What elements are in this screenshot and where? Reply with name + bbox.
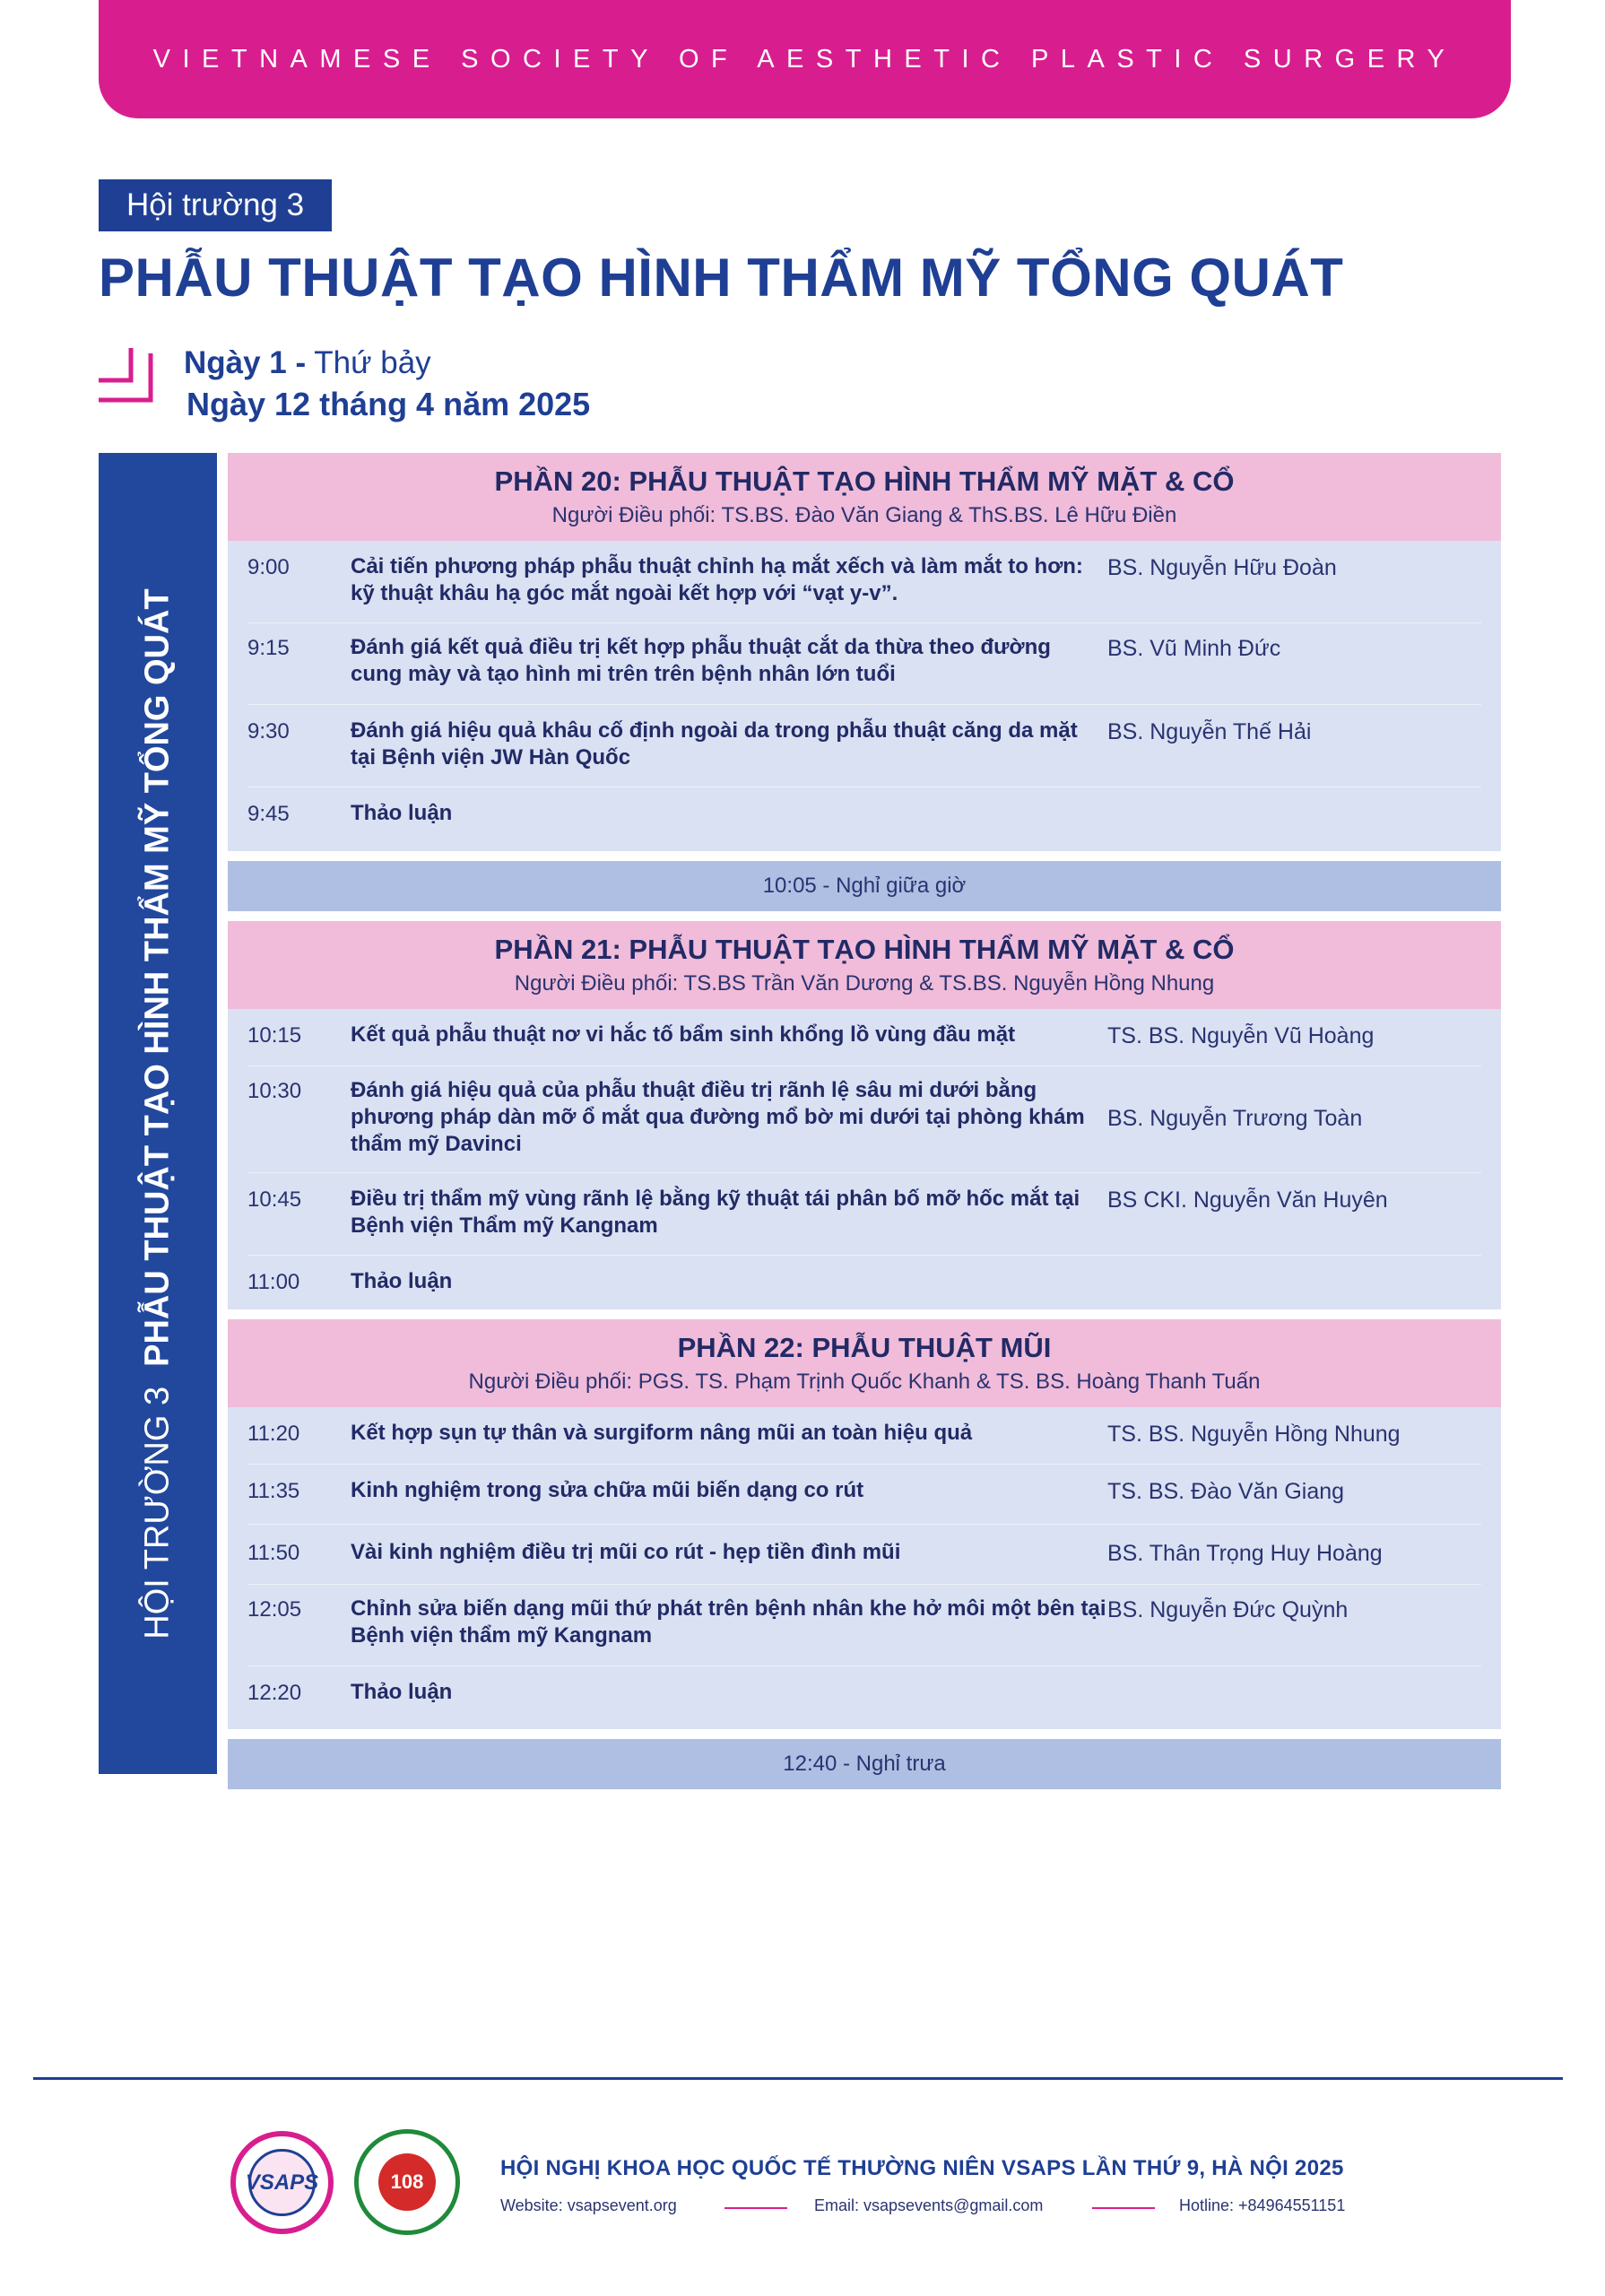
session-header (228, 921, 1501, 1009)
vsaps-logo-center (245, 2149, 319, 2216)
talk-row (247, 1407, 1481, 1465)
hospital-108-logo-center (378, 2153, 436, 2211)
talk-time: 9:30 (247, 719, 290, 744)
hall-label: Hội trường 3 (99, 179, 332, 231)
talk-time: 10:15 (247, 1023, 302, 1048)
session-title: PHẦN 22: PHẪU THUẬT MŨI (677, 1332, 1052, 1363)
talk-row (247, 1585, 1481, 1666)
session-moderators: Người Điều phối: TS.BS Trần Văn Dương & TS.BS. Nguyễn Hồng Nhung (514, 971, 1215, 996)
talk-row (247, 541, 1481, 623)
session-moderators: Người Điều phối: PGS. TS. Phạm Trịnh Quốc Khanh & TS. BS. Hoàng Thanh Tuấn (468, 1370, 1261, 1394)
day-date: Ngày 12 tháng 4 năm 2025 (187, 386, 591, 422)
talk-speaker: BS. Nguyễn Đức Quỳnh (1107, 1597, 1349, 1622)
talk-time: 9:45 (247, 802, 290, 826)
talk-speaker: TS. BS. Nguyễn Vũ Hoàng (1107, 1023, 1375, 1048)
talk-time: 12:05 (247, 1597, 302, 1622)
footer-separator (724, 2207, 787, 2209)
org-name: VIETNAMESE SOCIETY OF AESTHETIC PLASTIC SURGERY (152, 44, 1457, 74)
footer-email[interactable]: Email: vsapsevents@gmail.com (814, 2196, 1044, 2214)
talk-topic: Kết hợp sụn tự thân và surgiform nâng mũi an toàn hiệu quả (351, 1421, 973, 1445)
session-body (228, 1009, 1501, 1309)
talk-topic: Đánh giá hiệu quả của phẫu thuật điều trị rãnh lệ sâu mi dưới bằng phương pháp dàn mỡ ổ mắt qua đường mổ bờ mi dưới tại phòng khám thẩm mỹ Davinci (351, 1078, 1085, 1156)
talk-topic: Đánh giá kết quả điều trị kết hợp phẫu thuật cắt da thừa theo đường cung mày và tạo hình mi trên trên bệnh nhân lớn tuổi (351, 635, 1051, 686)
talk-time: 11:50 (247, 1541, 300, 1565)
talk-speaker: BS. Thân Trọng Huy Hoàng (1107, 1541, 1383, 1566)
talk-row (247, 1525, 1481, 1585)
footer-divider (33, 2077, 1563, 2080)
footer-hotline[interactable]: Hotline: +84964551151 (1179, 2196, 1346, 2214)
talk-speaker: BS. Nguyễn Thế Hải (1107, 719, 1312, 744)
side-bar-title: PHẪU THUẬT TẠO HÌNH THẨM MỸ TỔNG QUÁT (138, 587, 177, 1367)
talk-row (247, 1173, 1481, 1256)
talk-topic: Kinh nghiệm trong sửa chữa mũi biến dạng co rút (351, 1478, 864, 1502)
break-banner: 12:40 - Nghỉ trưa (228, 1739, 1501, 1789)
talk-speaker: BS. Nguyễn Trương Toàn (1107, 1106, 1363, 1131)
talk-row (247, 787, 1481, 851)
talk-topic: Thảo luận (351, 801, 453, 825)
talk-topic: Cải tiến phương pháp phẫu thuật chỉnh hạ mắt xếch và làm mắt to hơn: kỹ thuật khâu hạ góc mắt ngoài kết hợp với “vạt y-v”. (351, 554, 1083, 605)
talk-time: 10:30 (247, 1079, 302, 1103)
footer-website[interactable]: Website: vsapsevent.org (500, 2196, 677, 2214)
talk-speaker: BS CKI. Nguyễn Văn Huyên (1107, 1187, 1388, 1213)
talk-row (247, 623, 1481, 705)
talk-row (247, 705, 1481, 787)
break-banner: 10:05 - Nghỉ giữa giờ (228, 861, 1501, 911)
talk-topic: Thảo luận (351, 1269, 453, 1293)
talk-topic: Thảo luận (351, 1680, 453, 1704)
talk-topic: Vài kinh nghiệm điều trị mũi co rút - hẹp tiền đình mũi (351, 1540, 901, 1564)
day-number: Ngày 1 - (184, 345, 307, 380)
talk-time: 11:20 (247, 1422, 300, 1446)
talk-time: 11:00 (247, 1270, 300, 1294)
talk-row (247, 1666, 1481, 1729)
side-bar-hall: HỘI TRƯỜNG 3 (138, 1386, 177, 1639)
footer-separator (1092, 2207, 1155, 2209)
talk-time: 11:35 (247, 1479, 300, 1503)
vsaps-logo (230, 2131, 334, 2234)
session-title: PHẦN 21: PHẪU THUẬT TẠO HÌNH THẨM MỸ MẶT & CỔ (494, 934, 1235, 965)
talk-time: 10:45 (247, 1187, 302, 1212)
hospital-108-logo (354, 2129, 460, 2235)
bracket-icon (99, 348, 163, 413)
session-header (228, 1319, 1501, 1407)
talk-row (247, 1066, 1481, 1173)
talk-topic: Chỉnh sửa biến dạng mũi thứ phát trên bệnh nhân khe hở môi một bên tại Bệnh viện thẩm mỹ Kangnam (351, 1596, 1106, 1648)
session-body (228, 1407, 1501, 1729)
session-title: PHẦN 20: PHẪU THUẬT TẠO HÌNH THẨM MỸ MẶT & CỔ (494, 465, 1235, 497)
side-bar-text (139, 588, 178, 1639)
program-schedule (228, 453, 1501, 1789)
talk-speaker: TS. BS. Nguyễn Hồng Nhung (1107, 1422, 1401, 1447)
day-label (184, 345, 431, 381)
day-weekday: Thứ bảy (306, 345, 431, 380)
session-moderators: Người Điều phối: TS.BS. Đào Văn Giang & ThS.BS. Lê Hữu Điền (551, 503, 1177, 527)
talk-speaker: BS. Vũ Minh Đức (1107, 636, 1281, 661)
vsaps-logo-text: VSAPS (245, 2170, 319, 2195)
talk-time: 12:20 (247, 1681, 302, 1705)
talk-row (247, 1009, 1481, 1066)
talk-row (247, 1465, 1481, 1525)
hospital-108-logo-text: 108 (390, 2170, 424, 2193)
talk-speaker: TS. BS. Đào Văn Giang (1107, 1479, 1345, 1504)
talk-topic: Đánh giá hiệu quả khâu cố định ngoài da trong phẫu thuật căng da mặt tại Bệnh viện JW Hàn Quốc (351, 718, 1078, 770)
talk-topic: Điều trị thẩm mỹ vùng rãnh lệ bằng kỹ thuật tái phân bố mỡ hốc mắt tại Bệnh viện Thẩm mỹ Kangnam (351, 1187, 1080, 1238)
talk-topic: Kết quả phẫu thuật nơ vi hắc tố bẩm sinh khổng lồ vùng đầu mặt (351, 1022, 1016, 1047)
talk-time: 9:00 (247, 555, 290, 579)
page-title: PHẪU THUẬT TẠO HÌNH THẨM MỸ TỔNG QUÁT (99, 248, 1344, 308)
talk-time: 9:15 (247, 636, 290, 660)
side-bar (99, 453, 217, 1774)
session-header (228, 453, 1501, 541)
session-body (228, 541, 1501, 851)
talk-speaker: BS. Nguyễn Hữu Đoàn (1107, 555, 1337, 580)
talk-row (247, 1256, 1481, 1309)
top-banner (99, 0, 1511, 118)
footer-conference-title: HỘI NGHỊ KHOA HỌC QUỐC TẾ THƯỜNG NIÊN VSAPS LẦN THỨ 9, HÀ NỘI 2025 (500, 2156, 1344, 2180)
